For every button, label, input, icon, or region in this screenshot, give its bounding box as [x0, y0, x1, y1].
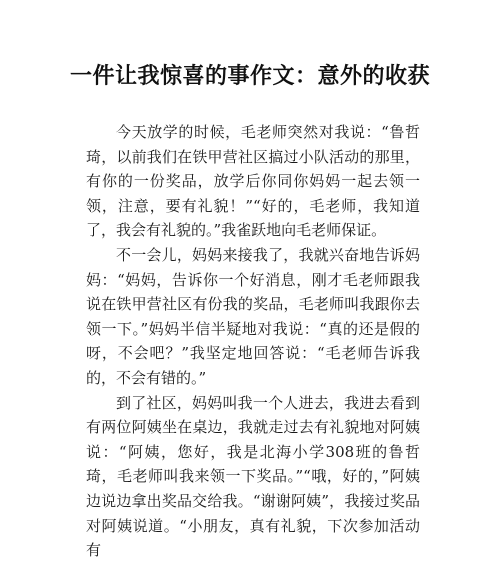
page-title: 一件让我惊喜的事作文：意外的收获 [69, 64, 430, 89]
paragraph: 今天放学的时候，毛老师突然对我说：“鲁哲琦，以前我们在铁甲营社区搞过小队活动的那里，有你的一份奖品，放学后你同你妈妈一起去领一领，注意，要有礼貌！”“好的，毛老师，我知道了，我会有礼貌的。”我雀跃地向毛老师保证。 [86, 123, 420, 240]
paragraph: 不一会儿，妈妈来接我了，我就兴奋地告诉妈妈：“妈妈，告诉你一个好消息，刚才毛老师跟我说在铁甲营社区有份我的奖品，毛老师叫我跟你去领一下。”妈妈半信半疑地对我说：“真的还是假的呀，不会吧？”我坚定地回答说：“毛老师告诉我的，不会有错的。” [86, 245, 420, 387]
article-body [86, 120, 420, 563]
paragraph: 到了社区，妈妈叫我一个人进去，我进去看到有两位阿姨坐在桌边，我就走过去有礼貌地对阿姨说：“阿姨，您好，我是北海小学308班的鲁哲琦，毛老师叫我来领一下奖品。”“哦，好的，”阿姨边说边拿出奖品交给我。“谢谢阿姨”，我接过奖品对阿姨说道。“小朋友，真有礼貌，下次参加活动有 [86, 393, 420, 560]
